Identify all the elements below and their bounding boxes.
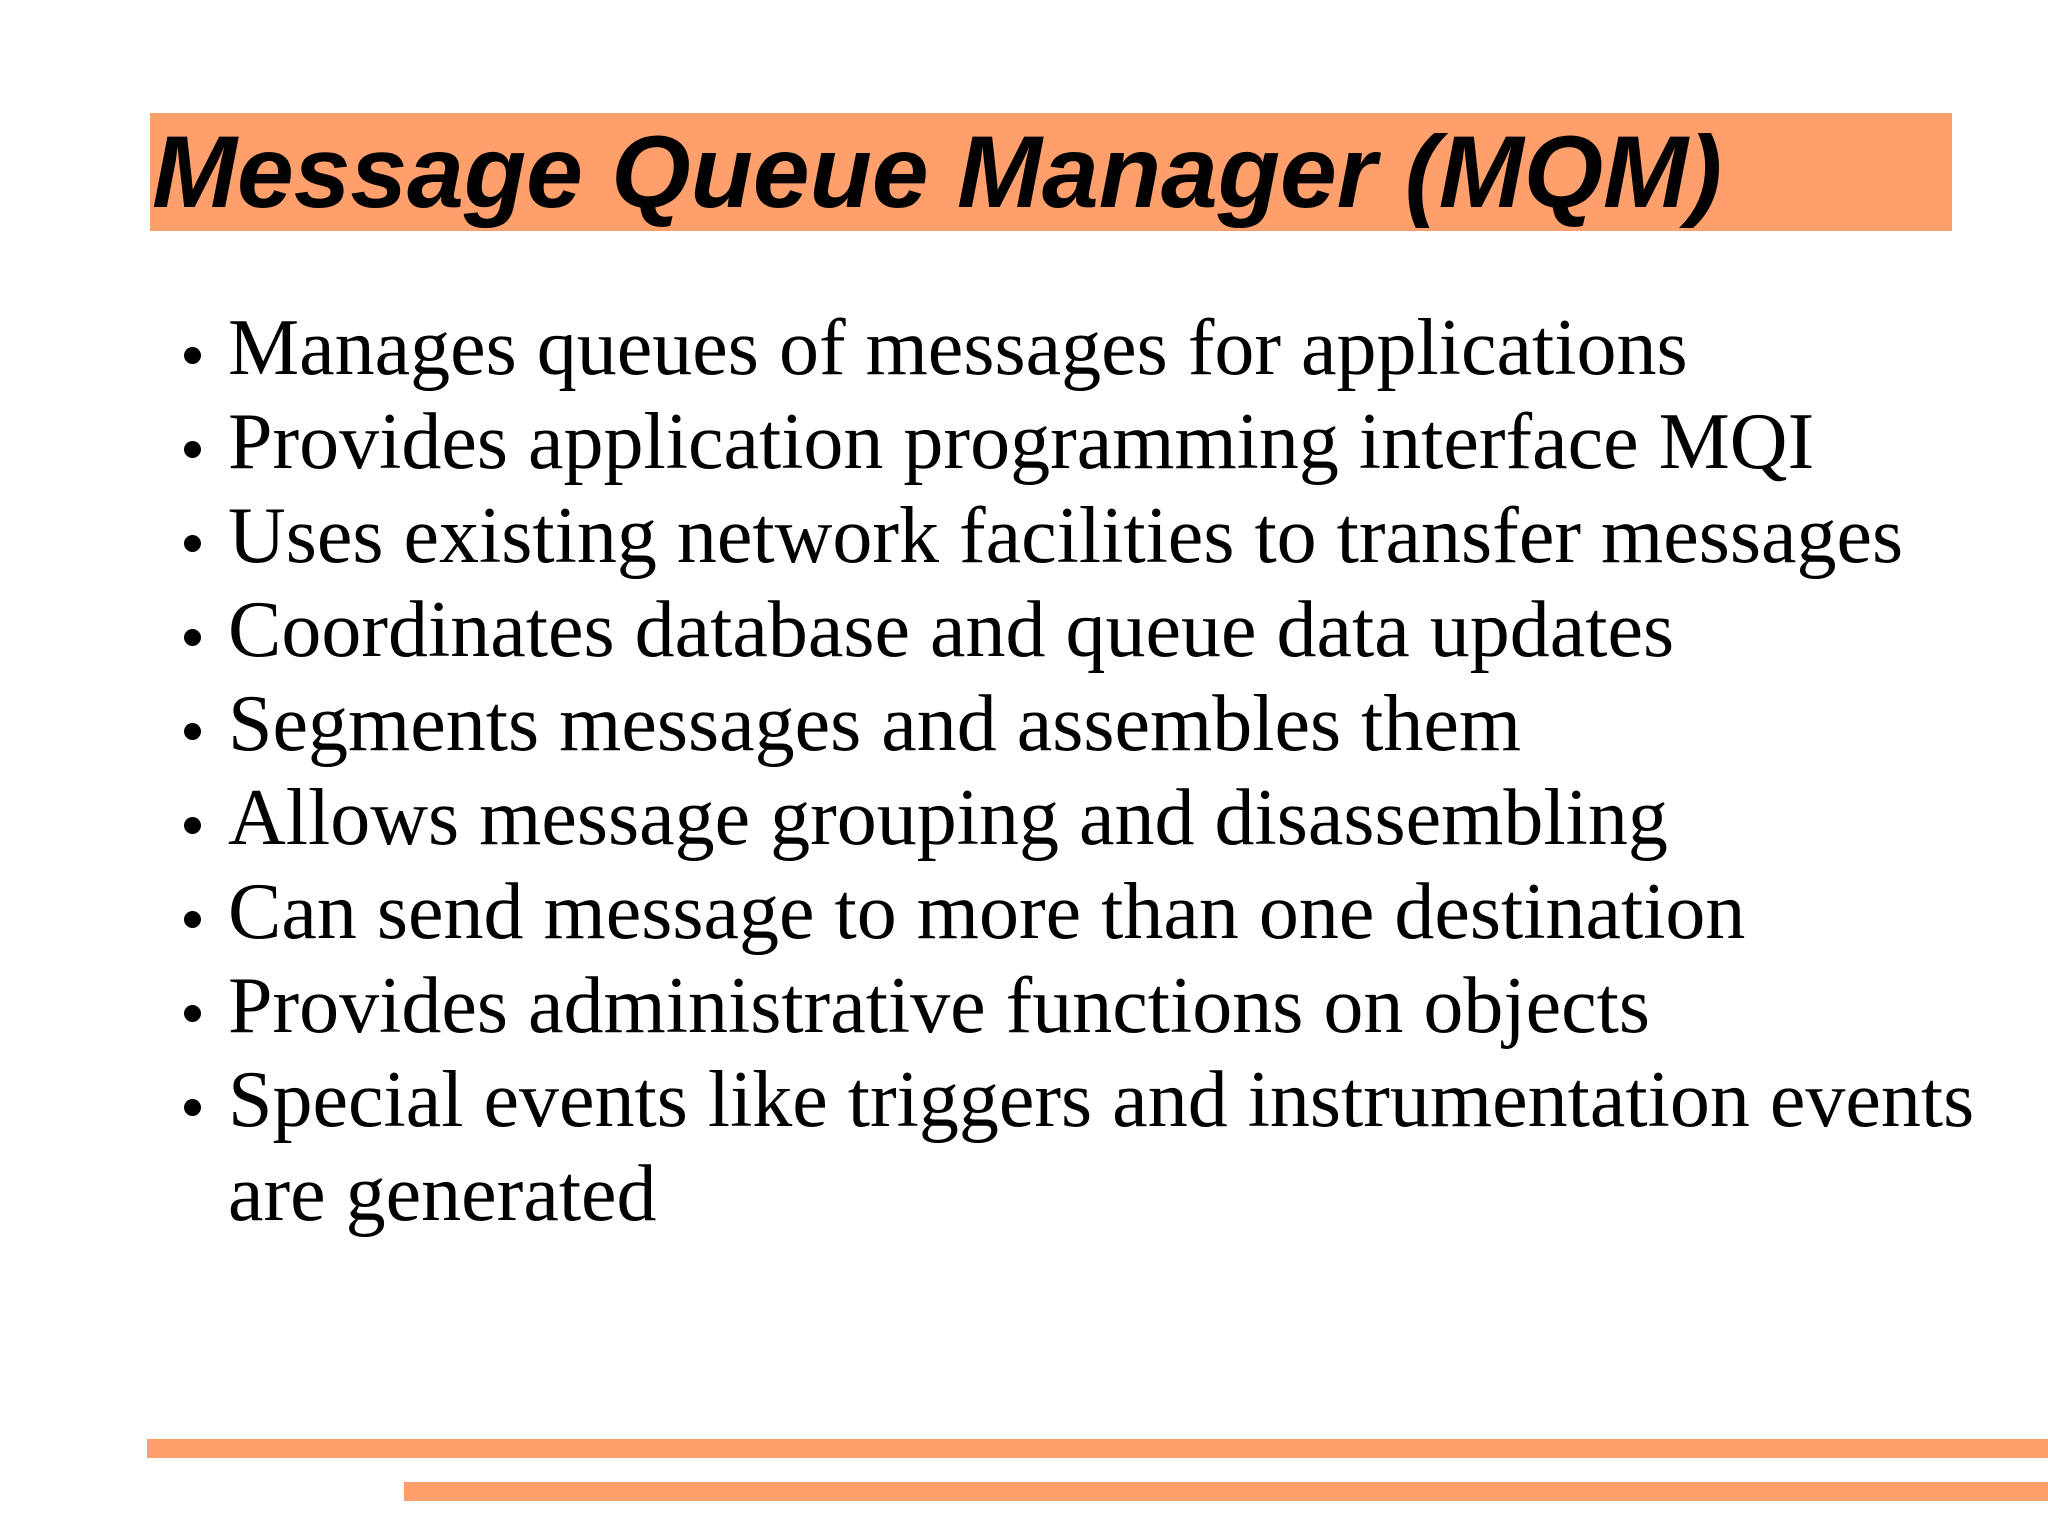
bullet-text: Manages queues of messages for applications xyxy=(228,304,1688,392)
bullet-dot-icon xyxy=(184,441,201,458)
bullet-text: Segments messages and assembles them xyxy=(228,680,1522,768)
bullet-text: Special events like triggers and instrumentation events are generated xyxy=(228,1056,1975,1238)
bullet-text: Allows message grouping and disassembling xyxy=(228,774,1668,862)
bullet-dot-icon xyxy=(184,817,201,834)
bullet-item xyxy=(184,489,1984,583)
bullet-text: Can send message to more than one destination xyxy=(228,868,1746,956)
bullet-dot-icon xyxy=(184,347,201,364)
bullet-item xyxy=(184,301,1984,395)
bullet-dot-icon xyxy=(184,911,201,928)
bullet-item xyxy=(184,583,1984,677)
bullet-item xyxy=(184,959,1984,1053)
footer-rule-lower xyxy=(404,1482,2048,1501)
footer-rule-upper xyxy=(147,1439,2048,1458)
bullet-item xyxy=(184,677,1984,771)
bullet-item xyxy=(184,1053,1984,1241)
bullet-item xyxy=(184,865,1984,959)
bullet-dot-icon xyxy=(184,535,201,552)
bullet-dot-icon xyxy=(184,1005,201,1022)
slide-title: Message Queue Manager (MQM) xyxy=(152,115,1722,229)
bullet-item xyxy=(184,395,1984,489)
bullet-list xyxy=(184,301,1984,1241)
bullet-dot-icon xyxy=(184,629,201,646)
bullet-text: Coordinates database and queue data updates xyxy=(228,586,1675,674)
bullet-text: Provides administrative functions on objects xyxy=(228,962,1650,1050)
bullet-dot-icon xyxy=(184,1099,201,1116)
bullet-text: Uses existing network facilities to transfer messages xyxy=(228,492,1904,580)
bullet-text: Provides application programming interface MQI xyxy=(228,398,1815,486)
bullet-item xyxy=(184,771,1984,865)
bullet-dot-icon xyxy=(184,723,201,740)
